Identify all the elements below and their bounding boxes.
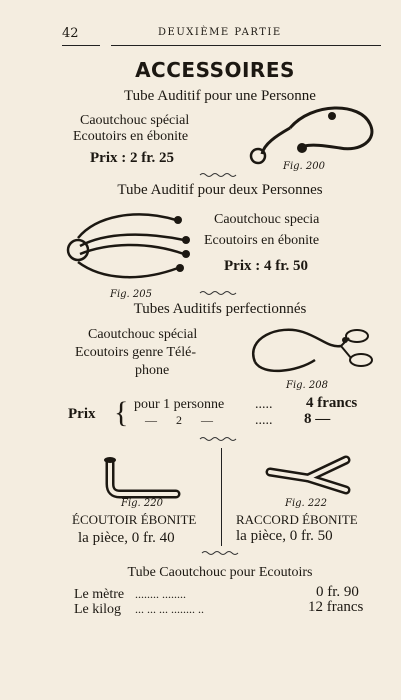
price-brace: { [114,396,129,429]
section3-row2-dots: ..... [255,413,273,428]
section3-line1: Caoutchouc spécial [88,327,198,342]
section5-row2-label: Le kilog [74,602,122,617]
section2-line1: Caoutchouc specia [214,212,320,227]
section3-row1-desc: pour 1 personne [134,397,225,412]
raccord-name: RACCORD ÉBONITE [236,512,358,527]
section5-row2-price: 12 francs [308,599,364,615]
section1-line2: Ecoutoirs en ébonite [73,129,189,144]
part-title: DEUXIÈME PARTIE [158,27,282,38]
section5-title: Tube Caoutchouc pour Ecoutoirs [127,565,313,580]
section2-fig: Fig. 205 [110,289,152,300]
ecoutoir-price: la pièce, 0 fr. 40 [78,530,175,546]
section2-title: Tube Auditif pour deux Personnes [117,182,323,198]
raccord-price: la pièce, 0 fr. 50 [236,528,333,544]
section2-price: Prix : 4 fr. 50 [224,258,309,274]
section3-fig: Fig. 208 [286,380,328,391]
header-rule-right [111,45,381,46]
header-rule-left [62,45,100,46]
divider-wave-3 [200,436,236,442]
page-number: 42 [62,26,79,41]
hearing-tube-double-illustration [66,210,196,290]
section1-title: Tube Auditif pour une Personne [124,88,316,104]
vertical-divider [221,448,222,546]
section1-price: Prix : 2 fr. 25 [90,150,175,166]
ecoutoir-illustration [96,454,186,500]
divider-wave-2 [200,290,236,296]
raccord-illustration [262,452,354,498]
section3-line2: Ecoutoirs genre Télé- [75,345,197,360]
section5-row2-dots: ... ... ... ........ .. [135,602,204,616]
section4-left-fig: Fig. 220 [121,498,163,509]
section3-row2-price: 8 — [304,411,331,427]
section5-row1-dots: ........ ........ [135,587,186,601]
hearing-tube-telephone-illustration [245,322,380,384]
section1-line1: Caoutchouc spécial [80,113,190,128]
divider-wave-1 [200,172,236,178]
section3-row1-dots: ..... [255,397,273,412]
section3-row2-desc: — 2 — [145,413,221,427]
section3-line3: phone [135,363,170,378]
section3-row1-price: 4 francs [306,395,358,411]
section2-line2: Ecoutoirs en ébonite [204,233,320,248]
hearing-tube-single-illustration [232,106,382,168]
divider-wave-4 [202,550,238,556]
section3-title: Tubes Auditifs perfectionnés [133,301,307,317]
ecoutoir-name: ÉCOUTOIR ÉBONITE [72,512,197,527]
main-title: ACCESSOIRES [135,58,295,82]
section5-row1-label: Le mètre [74,587,125,602]
section1-fig: Fig. 200 [283,161,325,172]
section5-row1-price: 0 fr. 90 [316,584,359,600]
section4-right-fig: Fig. 222 [285,498,327,509]
section3-price-label: Prix [68,406,96,422]
